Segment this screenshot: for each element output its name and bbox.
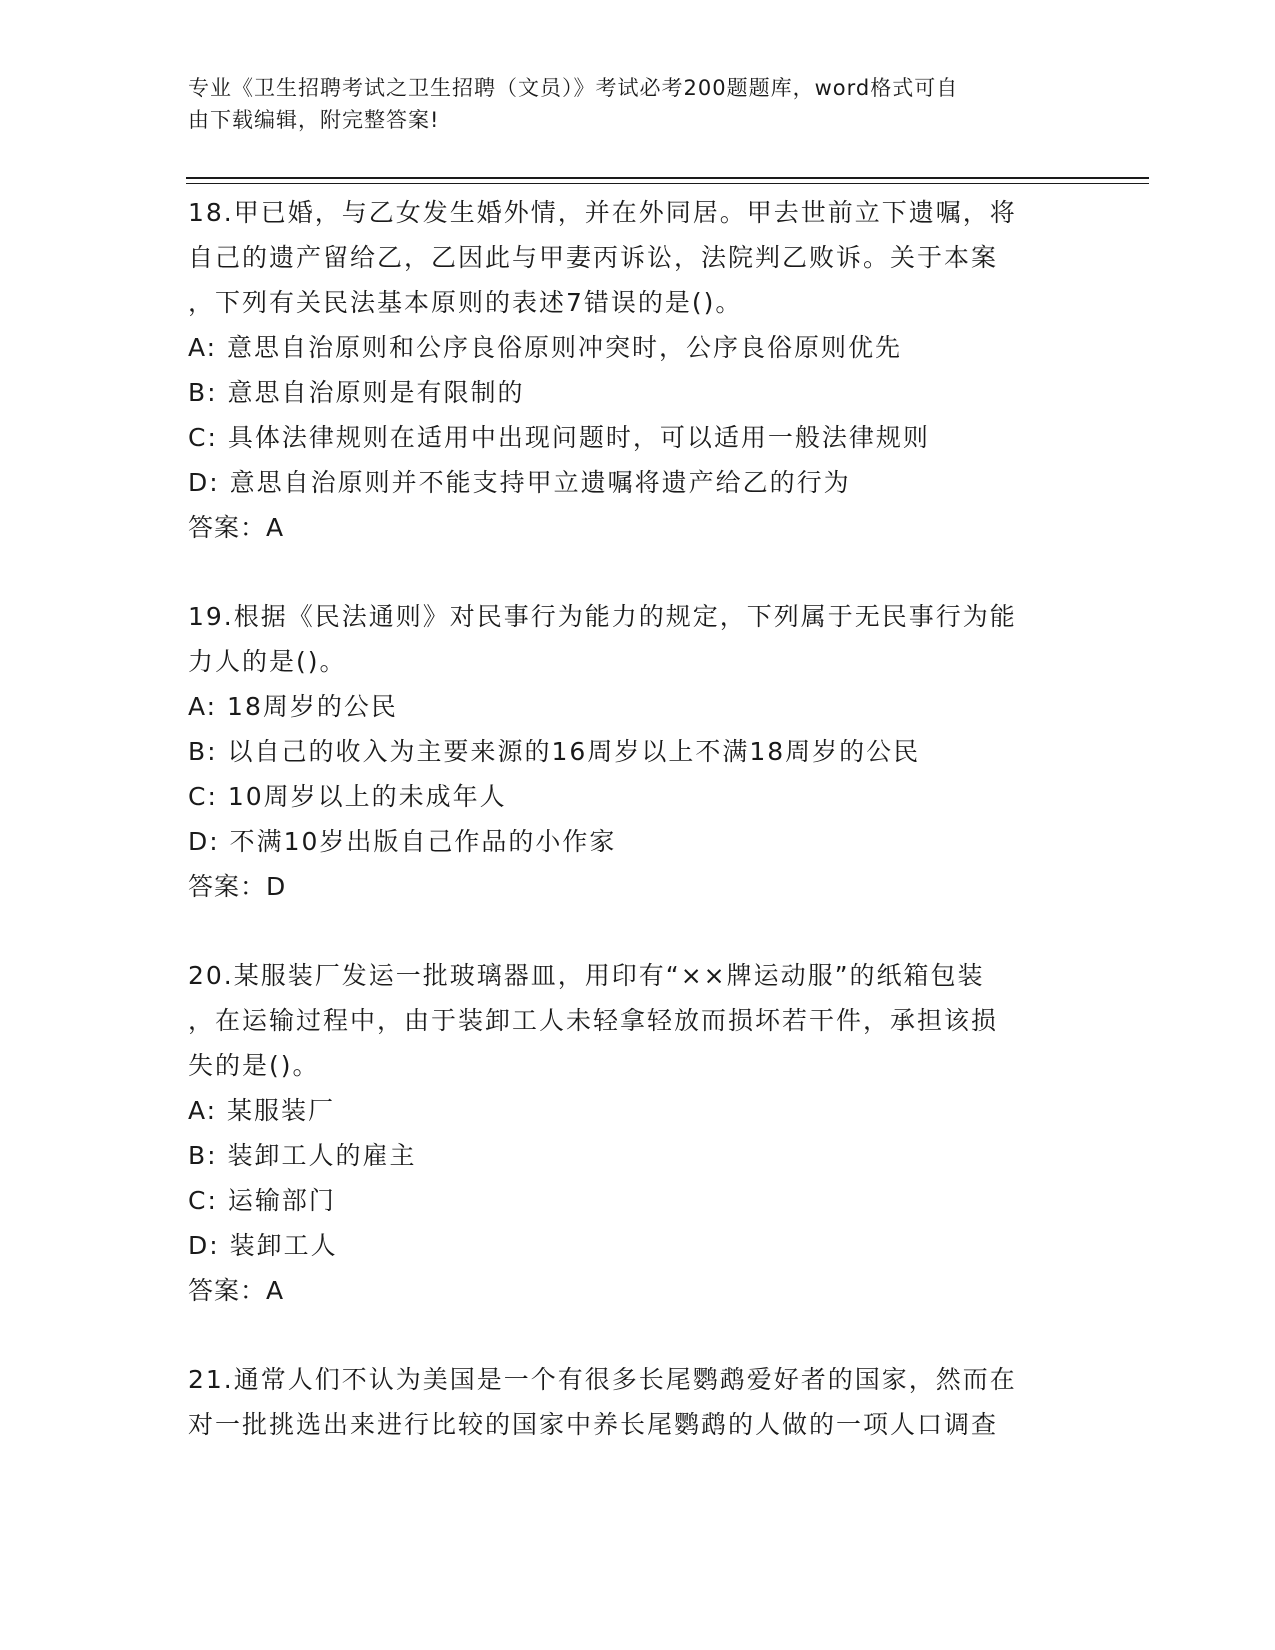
- option-d: D: 装卸工人: [188, 1231, 338, 1260]
- option-a: A: 意思自治原则和公序良俗原则冲突时，公序良俗原则优先: [188, 333, 903, 362]
- option-b: B: 意思自治原则是有限制的: [188, 378, 525, 407]
- option-a: A: 某服装厂: [188, 1096, 336, 1125]
- question-stem-line: 18.甲已婚，与乙女发生婚外情，并在外同居。甲去世前立下遗嘱，将: [188, 198, 1017, 227]
- question-stem-line: 失的是()。: [188, 1051, 320, 1080]
- question-19: [188, 594, 1078, 909]
- option-c: C: 具体法律规则在适用中出现问题时，可以适用一般法律规则: [188, 423, 930, 452]
- question-21: [188, 1357, 1078, 1447]
- option-b: B: 以自己的收入为主要来源的16周岁以上不满18周岁的公民: [188, 737, 921, 766]
- question-stem-line: ，下列有关民法基本原则的表述7错误的是()。: [188, 288, 743, 317]
- answer-line: 答案：A: [188, 513, 285, 542]
- question-stem-line: 力人的是()。: [188, 647, 347, 676]
- header-line-2: 由下载编辑，附完整答案!: [188, 108, 440, 132]
- question-stem-line: 21.通常人们不认为美国是一个有很多长尾鹦鹉爱好者的国家，然而在: [188, 1365, 1017, 1394]
- question-stem-line: 对一批挑选出来进行比较的国家中养长尾鹦鹉的人做的一项人口调查: [188, 1410, 999, 1439]
- header-line-1: 专业《卫生招聘考试之卫生招聘（文员）》考试必考200题题库，word格式可自: [188, 76, 959, 100]
- header-divider-thin: [186, 183, 1149, 184]
- question-stem-line: 19.根据《民法通则》对民事行为能力的规定，下列属于无民事行为能: [188, 602, 1017, 631]
- option-a: A: 18周岁的公民: [188, 692, 398, 721]
- question-list: [188, 190, 1078, 1491]
- answer-line: 答案：D: [188, 872, 287, 901]
- option-c: C: 10周岁以上的未成年人: [188, 782, 507, 811]
- option-c: C: 运输部门: [188, 1186, 336, 1215]
- header-divider-thick: [186, 177, 1149, 179]
- question-stem-line: 自己的遗产留给乙，乙因此与甲妻丙诉讼，法院判乙败诉。关于本案: [188, 243, 999, 272]
- page-header: [188, 72, 1068, 136]
- option-b: B: 装卸工人的雇主: [188, 1141, 417, 1170]
- question-stem-line: 20.某服装厂发运一批玻璃器皿，用印有“××牌运动服”的纸箱包装: [188, 961, 985, 990]
- answer-line: 答案：A: [188, 1276, 285, 1305]
- option-d: D: 意思自治原则并不能支持甲立遗嘱将遗产给乙的行为: [188, 468, 851, 497]
- question-20: [188, 953, 1078, 1313]
- question-18: [188, 190, 1078, 550]
- question-stem-line: ，在运输过程中，由于装卸工人未轻拿轻放而损坏若干件，承担该损: [188, 1006, 999, 1035]
- option-d: D: 不满10岁出版自己作品的小作家: [188, 827, 617, 856]
